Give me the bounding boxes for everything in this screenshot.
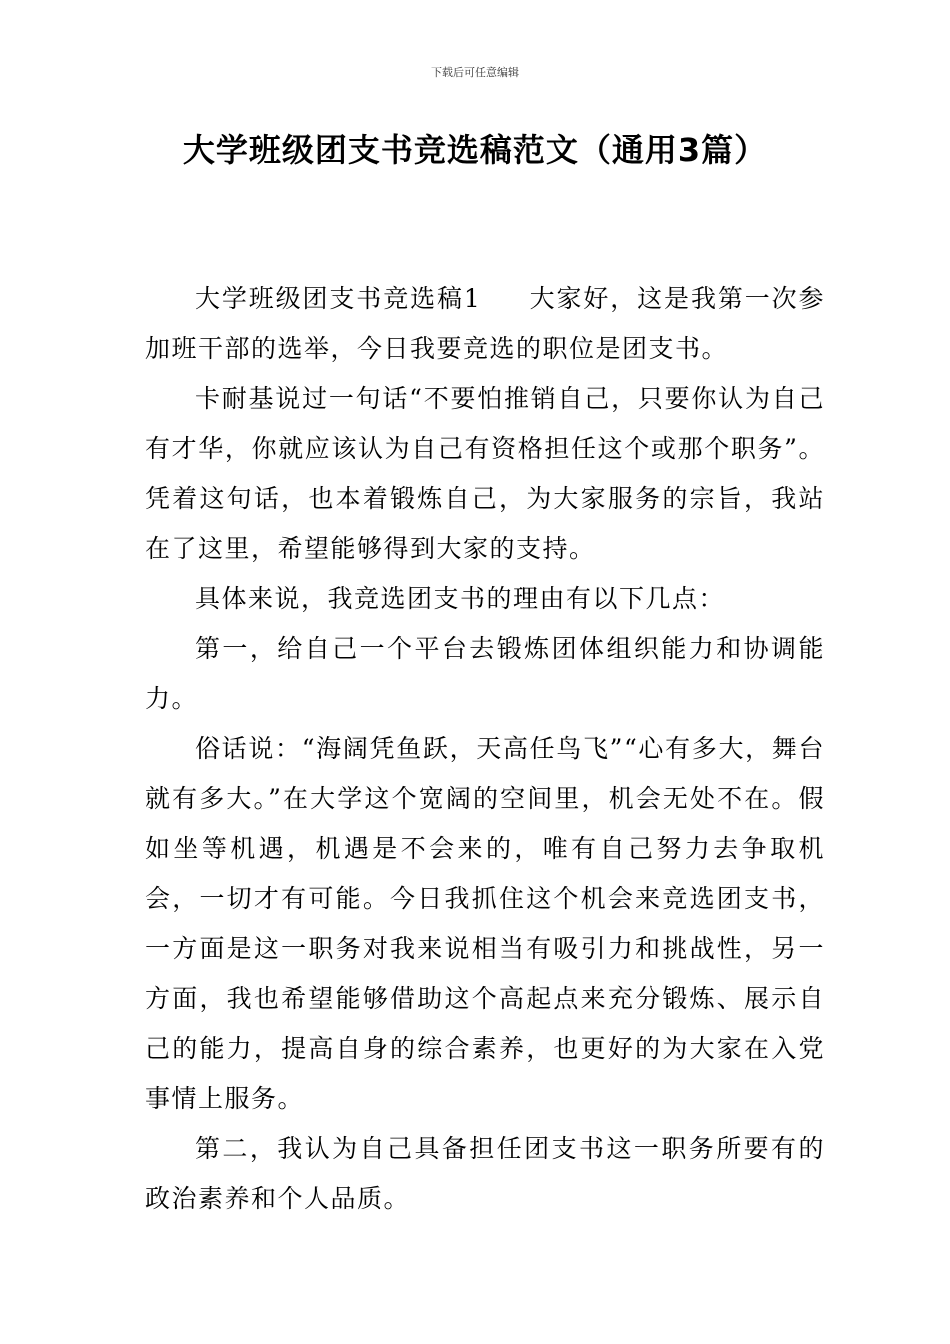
document-body — [145, 274, 825, 1224]
paragraph-text: 大家好，这是我第一次参加班干部的选举，今日我要竞选的职位是团支书。 — [145, 284, 825, 363]
paragraph-5: 俗话说：“海阔凭鱼跃，天高任鸟飞”“心有多大，舞台就有多大。”在大学这个宽阔的空间里，机会无处不在。假如坐等机遇，机遇是不会来的，唯有自己努力去争取机会，一切才有可能。今日我抓住这个机会来竞选团支书，一方面是这一职务对我来说相当有吸引力和挑战性，另一方面，我也希望能够借助这个高起点来充分锻炼、展示自己的能力，提高自身的综合素养，也更好的为大家在入党事情上服务。 — [145, 734, 825, 1113]
paragraph-4: 第一，给自己一个平台去锻炼团体组织能力和协调能力。 — [145, 634, 825, 713]
document-title: 大学班级团支书竞选稿范文（通用3篇） — [182, 131, 768, 169]
header-note: 下载后可任意编辑 — [431, 66, 519, 79]
paragraph-1 — [145, 274, 825, 374]
paragraph-2: 卡耐基说过一句话“不要怕推销自己，只要你认为自己有才华，你就应该认为自己有资格担任这个或那个职务”。 凭着这句话，也本着锻炼自己，为大家服务的宗旨，我站在了这里，希望能够得到大家的支持。 — [145, 384, 825, 563]
paragraph-6: 第二，我认为自己具备担任团支书这一职务所要有的政治素养和个人品质。 — [145, 1134, 825, 1213]
paragraph-3: 具体来说，我竞选团支书的理由有以下几点： — [195, 584, 726, 613]
paragraph-lead: 大学班级团支书竞选稿1 — [195, 284, 482, 313]
